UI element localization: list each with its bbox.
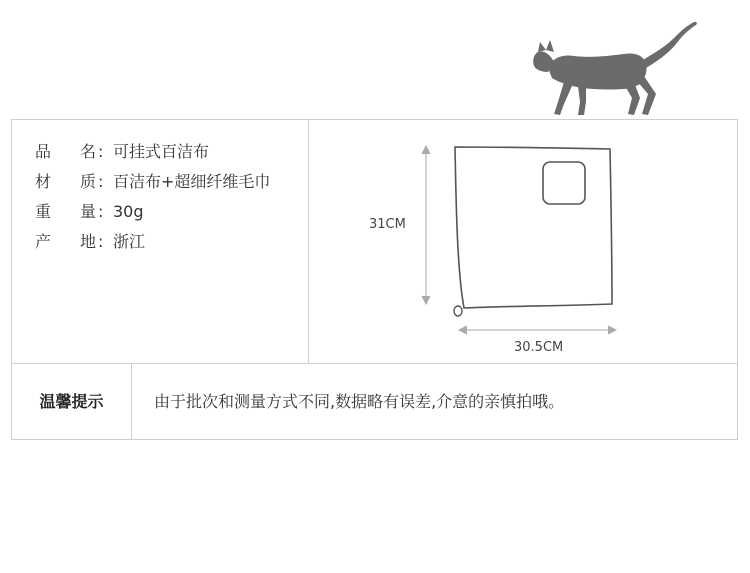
cloth-shape xyxy=(455,147,612,308)
height-label: 31CM xyxy=(369,217,406,232)
spec-key-char: 名 xyxy=(80,142,97,161)
ring xyxy=(454,306,462,316)
spec-colon: : xyxy=(98,202,104,221)
cat-image xyxy=(528,18,700,120)
spec-colon: : xyxy=(98,142,104,161)
notice-box xyxy=(11,364,738,440)
spec-key-char: 品 xyxy=(35,142,52,161)
spec-table xyxy=(11,119,738,364)
spec-value: 浙江 xyxy=(113,232,146,251)
spec-key-char: 质 xyxy=(80,172,97,191)
spec-value: 百洁布+超细纤维毛巾 xyxy=(113,172,271,191)
cloth-outline xyxy=(309,120,737,363)
size-diagram xyxy=(309,120,737,363)
spec-key-char: 重 xyxy=(35,202,52,221)
width-label: 30.5CM xyxy=(514,340,564,355)
spec-key-char: 地 xyxy=(80,232,97,251)
spec-list xyxy=(12,120,309,363)
spec-key-char: 产 xyxy=(35,232,52,251)
spec-value: 可挂式百洁布 xyxy=(113,142,210,161)
notice-text: 由于批次和测量方式不同,数据略有误差,介意的亲慎拍哦。 xyxy=(154,392,565,411)
spec-colon: : xyxy=(98,172,104,191)
spec-key-char: 材 xyxy=(35,172,52,191)
spec-value: 30g xyxy=(113,202,144,221)
loop-square xyxy=(543,162,585,204)
notice-title: 温馨提示 xyxy=(12,364,132,439)
spec-key-char: 量 xyxy=(80,202,97,221)
spec-colon: : xyxy=(98,232,104,251)
